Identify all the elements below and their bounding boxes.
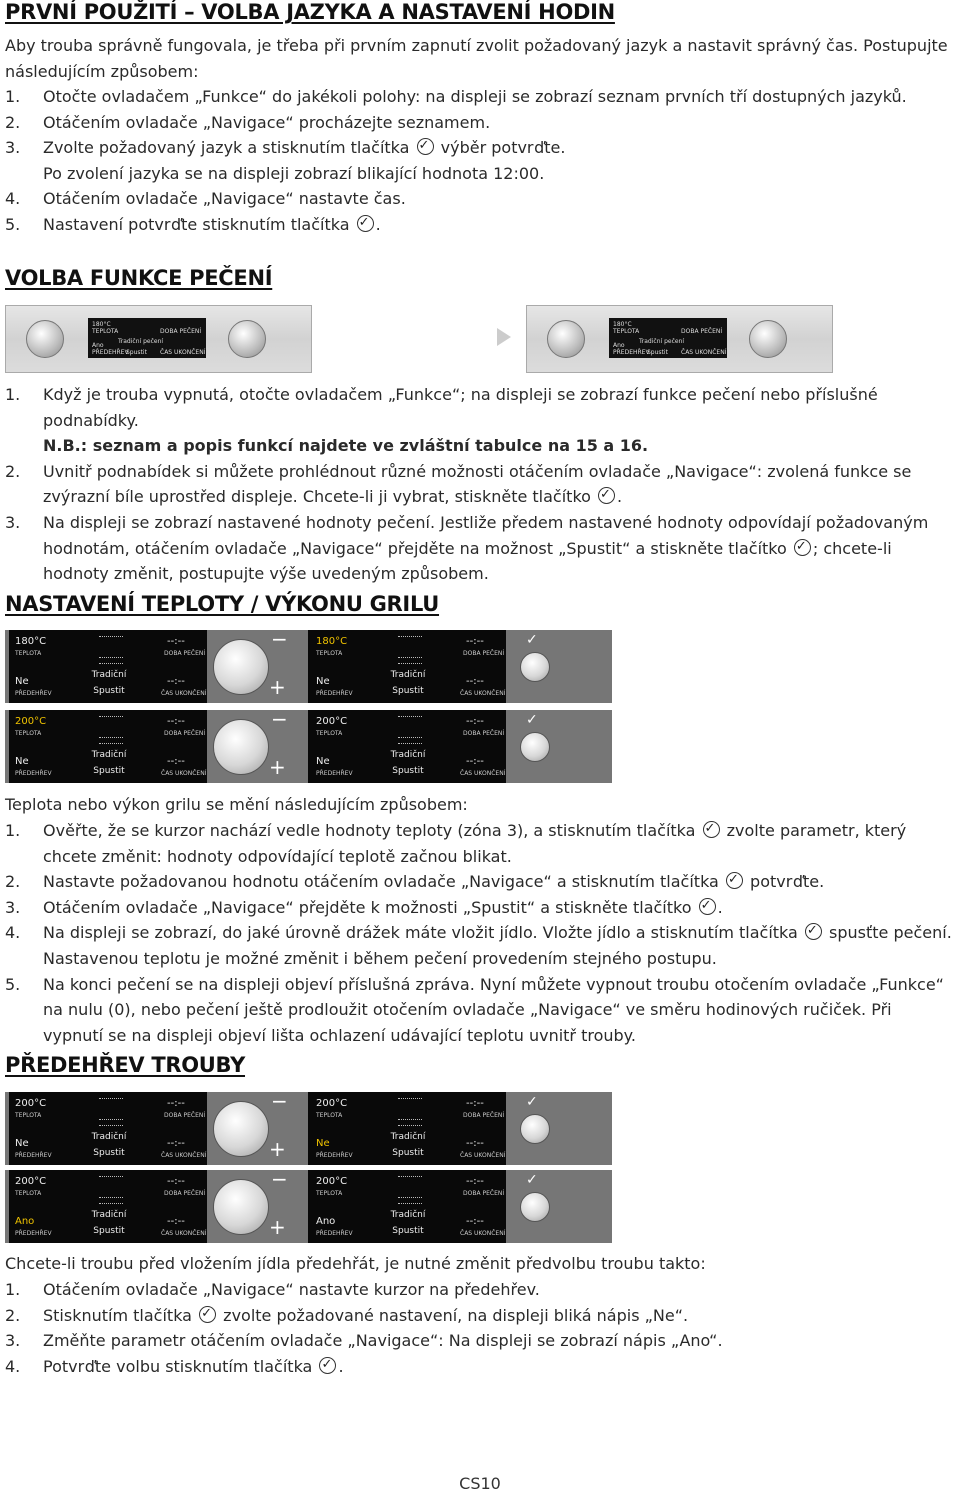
oven-panel bbox=[5, 1089, 313, 1165]
display-screen: 200°C TEPLOTA --:-- DOBA PEČENÍ Tradiční Ne PŘEDEHŘEV Spustit --:-- ČAS UKONČENÍ bbox=[308, 1092, 506, 1165]
list-item: 3. Na displeji se zobrazí nastavené hodnoty pečení. Jestliže předem nastavené hodnoty odpovídají požadovaným hodnotám, otáčením ovladače „Navigace“ přejděte na možnost „Spustit“ a stiskněte tlačítko ✓ ; chcete-li hodnoty změnit, postupujte výše uvedeným způsobem. bbox=[5, 510, 955, 587]
minus-icon: − bbox=[271, 707, 288, 731]
list-item: 1. Otočte ovladačem „Funkce“ do jakékoli polohy: na displeji se zobrazí seznam prvních tří dostupných jazyků. bbox=[5, 87, 907, 106]
control-panel-image-right bbox=[526, 305, 833, 373]
preheat-intro: Chcete-li troubu před vložením jídla předehřát, je nutné změnit předvolbu troubu takto: bbox=[5, 1254, 706, 1273]
list-item: 3. Otáčením ovladače „Navigace“ přejděte k možnosti „Spustit“ a stiskněte tlačítko ✓ . bbox=[5, 895, 955, 921]
display-screen: 180°C TEPLOTA DOBA PEČENÍ Tradiční pečení Ano PŘEDEHŘEV Spustit ČAS UKONČENÍ bbox=[88, 318, 206, 358]
list-item: 2. Otáčením ovladače „Navigace“ procházejte seznamem. bbox=[5, 112, 491, 132]
list-item: 1. Když je trouba vypnutá, otočte ovladačem „Funkce“; na displeji se zobrazí funkce pečení nebo příslušné podnabídky. N.B.: seznam a popis funkcí najdete ve zvláštní tabulce na 15 a 16. bbox=[5, 385, 878, 456]
confirm-icon bbox=[417, 138, 434, 155]
check-icon: ✓ bbox=[526, 1172, 538, 1188]
display-graphic bbox=[99, 1120, 123, 1126]
display-graphic bbox=[398, 716, 422, 738]
oven-panel bbox=[5, 1167, 313, 1243]
display-screen: 180°C TEPLOTA --:-- DOBA PEČENÍ Tradiční Ne PŘEDEHŘEV Spustit --:-- ČAS UKONČENÍ bbox=[308, 630, 506, 703]
display-graphic bbox=[398, 658, 422, 664]
check-icon: ✓ bbox=[526, 632, 538, 648]
display-screen: 200°C TEPLOTA --:-- DOBA PEČENÍ Tradiční Ano PŘEDEHŘEV Spustit --:-- ČAS UKONČENÍ bbox=[308, 1170, 506, 1243]
minus-icon: − bbox=[271, 1167, 288, 1191]
display-graphic bbox=[99, 636, 123, 658]
heading-first-use: PRVNÍ POUŽITÍ – VOLBA JAZYKA A NASTAVENÍ HODIN bbox=[5, 0, 615, 24]
oven-panel bbox=[304, 710, 612, 783]
minus-icon: − bbox=[271, 1089, 288, 1113]
navigation-dial bbox=[213, 1179, 269, 1235]
list-item: 2. Nastavte požadovanou hodnotu otáčením ovladače „Navigace“ a stisknutím tlačítka ✓ potvrďte. bbox=[5, 869, 955, 895]
list-item: 4. Potvrďte volbu stisknutím tlačítka ✓ . bbox=[5, 1354, 955, 1380]
display-screen: 180°C TEPLOTA DOBA PEČENÍ Tradiční pečení Ano PŘEDEHŘEV Spustit ČAS UKONČENÍ bbox=[609, 318, 727, 358]
list-item: 1. Otáčením ovladače „Navigace“ nastavte kurzor na předehřev. bbox=[5, 1280, 540, 1299]
plus-icon: + bbox=[269, 675, 286, 699]
control-panel-image-left bbox=[5, 305, 312, 373]
list-item: 2. Stisknutím tlačítka ✓ zvolte požadované nastavení, na displeji bliká nápis „Ne“. bbox=[5, 1303, 955, 1329]
display-graphic bbox=[398, 738, 422, 744]
list-item: 3. Změňte parametr otáčením ovladače „Navigace“: Na displeji se zobrazí nápis „Ano“. bbox=[5, 1331, 723, 1351]
check-icon: ✓ bbox=[526, 712, 538, 728]
oven-panel bbox=[304, 630, 612, 703]
display-graphic bbox=[99, 1176, 123, 1198]
plus-icon: + bbox=[269, 1137, 286, 1161]
list-item: 2. Uvnitř podnabídek si můžete prohlédnout různé možnosti otáčením ovladače „Navigace“: zvolená funkce se zvýrazní bíle uprostřed displeje. Chcete-li ji vybrat, stiskněte tlačítko ✓ . bbox=[5, 459, 955, 510]
confirm-icon bbox=[805, 923, 822, 940]
display-graphic bbox=[99, 658, 123, 664]
display-graphic bbox=[398, 1176, 422, 1198]
oven-panel bbox=[304, 1170, 612, 1243]
confirm-button bbox=[520, 652, 550, 682]
temperature-steps bbox=[5, 818, 955, 1048]
list-item: 5. Na konci pečení se na displeji objeví příslušná zpráva. Nyní můžete vypnout troubu otočením ovladače „Funkce“ na nulu (0), nebo pečení ještě prodloužit otočením ovladače „Navigace“ ve směru hodinových ručiček. Při vypnutí se na displeji objeví lišta ochlazení udávající teplotu uvnitř trouby. bbox=[5, 974, 944, 1045]
confirm-button bbox=[520, 1192, 550, 1222]
oven-panel bbox=[5, 707, 313, 783]
display-graphic bbox=[398, 1098, 422, 1120]
confirm-icon bbox=[357, 215, 374, 232]
confirm-icon bbox=[319, 1357, 336, 1374]
confirm-icon bbox=[726, 872, 743, 889]
confirm-icon bbox=[794, 539, 811, 556]
heading-temperature: NASTAVENÍ TEPLOTY / VÝKONU GRILU bbox=[5, 592, 440, 616]
navigation-knob bbox=[228, 320, 266, 358]
display-graphic bbox=[398, 1120, 422, 1126]
display-graphic bbox=[398, 1198, 422, 1204]
arrow-icon bbox=[497, 328, 511, 346]
display-screen: 200°C TEPLOTA --:-- DOBA PEČENÍ Tradiční Ne PŘEDEHŘEV Spustit --:-- ČAS UKONČENÍ bbox=[9, 1092, 207, 1165]
confirm-icon bbox=[598, 487, 615, 504]
confirm-icon bbox=[199, 1306, 216, 1323]
confirm-button bbox=[520, 732, 550, 762]
confirm-button bbox=[520, 1114, 550, 1144]
function-knob bbox=[26, 320, 64, 358]
display-screen: 200°C TEPLOTA --:-- DOBA PEČENÍ Tradiční Ano PŘEDEHŘEV Spustit --:-- ČAS UKONČENÍ bbox=[9, 1170, 207, 1243]
navigation-dial bbox=[213, 1101, 269, 1157]
heading-preheat: PŘEDEHŘEV TROUBY bbox=[5, 1053, 246, 1077]
list-item: 4. Otáčením ovladače „Navigace“ nastavte čas. bbox=[5, 189, 406, 209]
page-number: CS10 bbox=[459, 1474, 501, 1493]
confirm-icon bbox=[703, 821, 720, 838]
temperature-intro: Teplota nebo výkon grilu se mění následujícím způsobem: bbox=[5, 795, 468, 814]
minus-icon: − bbox=[271, 627, 288, 651]
list-item: 4. Na displeji se zobrazí, do jaké úrovně drážek máte vložit jídlo. Vložte jídlo a stisknutím tlačítka ✓ spusťte pečení. Nastavenou teplotu je možné změnit i během pečení provedením stejného postupu. bbox=[5, 920, 955, 971]
list-item: 5. Nastavení potvrďte stisknutím tlačítka ✓ . bbox=[5, 212, 955, 238]
display-graphic bbox=[99, 1098, 123, 1120]
display-graphic bbox=[398, 636, 422, 658]
display-screen: 200°C TEPLOTA --:-- DOBA PEČENÍ Tradiční Ne PŘEDEHŘEV Spustit --:-- ČAS UKONČENÍ bbox=[308, 710, 506, 783]
oven-panel bbox=[304, 1092, 612, 1165]
navigation-dial bbox=[213, 639, 269, 695]
function-steps bbox=[5, 382, 955, 587]
list-item: 1. Ověřte, že se kurzor nachází vedle hodnoty teploty (zóna 3), a stisknutím tlačítka ✓ zvolte parametr, který chcete změnit: hodnoty odpovídající teplotě začnou blikat. bbox=[5, 818, 955, 869]
plus-icon: + bbox=[269, 755, 286, 779]
navigation-knob bbox=[749, 320, 787, 358]
oven-panel bbox=[5, 627, 313, 703]
first-use-steps bbox=[5, 84, 955, 238]
display-screen: 200°C TEPLOTA --:-- DOBA PEČENÍ Tradiční Ne PŘEDEHŘEV Spustit --:-- ČAS UKONČENÍ bbox=[9, 710, 207, 783]
check-icon: ✓ bbox=[526, 1094, 538, 1110]
plus-icon: + bbox=[269, 1215, 286, 1239]
display-graphic bbox=[99, 1198, 123, 1204]
navigation-dial bbox=[213, 719, 269, 775]
confirm-icon bbox=[699, 898, 716, 915]
heading-function-select: VOLBA FUNKCE PEČENÍ bbox=[5, 266, 273, 290]
function-knob bbox=[547, 320, 585, 358]
intro-text: Aby trouba správně fungovala, je třeba při prvním zapnutí zvolit požadovaný jazyk a nastavit správný čas. Postupujte následujícím způsobem: bbox=[5, 36, 948, 81]
display-graphic bbox=[99, 716, 123, 738]
list-item: 3. Zvolte požadovaný jazyk a stisknutím tlačítka ✓ výběr potvrďte. Po zvolení jazyka se na displeji zobrazí blikající hodnota 12:00. bbox=[5, 135, 955, 186]
preheat-steps bbox=[5, 1277, 955, 1379]
display-graphic bbox=[99, 738, 123, 744]
display-screen: 180°C TEPLOTA --:-- DOBA PEČENÍ Tradiční Ne PŘEDEHŘEV Spustit --:-- ČAS UKONČENÍ bbox=[9, 630, 207, 703]
